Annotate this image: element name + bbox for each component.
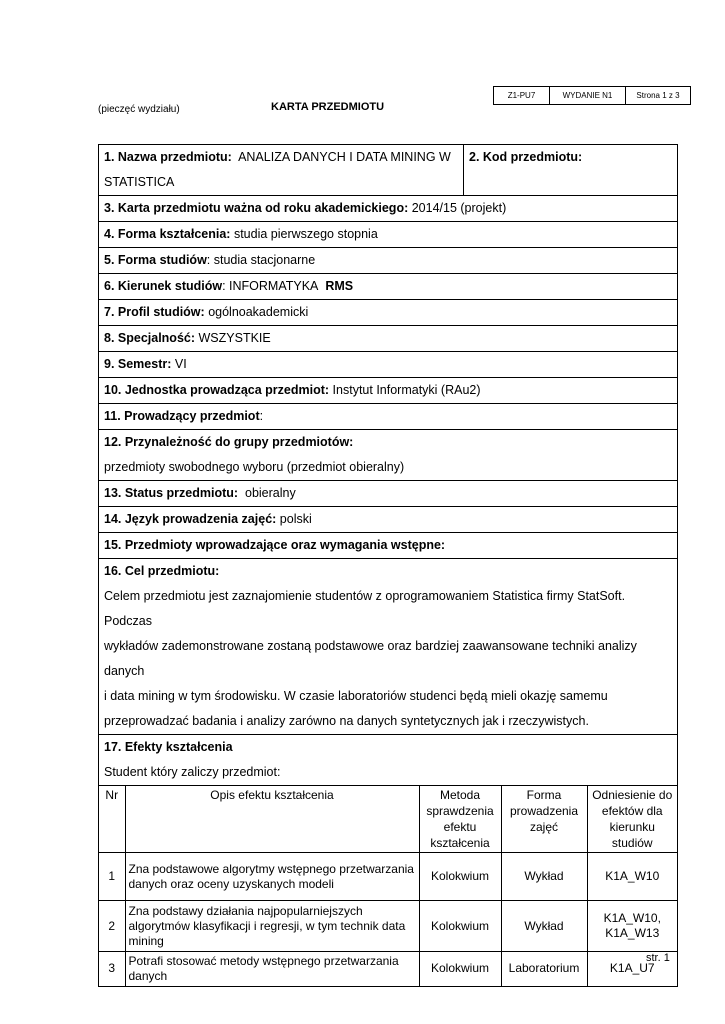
row-unit [99,378,677,404]
document-code: Z1-PU7 [494,87,550,104]
specialization-label: 8. Specjalność: [104,331,196,345]
learning-outcomes-intro: Student który zaliczy przedmiot: [104,765,281,779]
row-lecturer [99,404,677,430]
course-goal-line-3: i data mining w tym środowisku. W czasie laboratoriów studenci będą mieli okazję samemu [104,689,608,703]
row-study-form [99,248,677,274]
table-header-row [99,786,677,853]
course-card-form [98,144,678,987]
row-specialization [99,326,677,352]
document-page-count: Strona 1 z 3 [636,91,680,100]
cell-nr: 2 [99,901,125,952]
course-code-label: 2. Kod przedmiotu: [469,150,583,164]
course-name-cell [99,145,464,195]
row-prerequisites [99,533,677,559]
language-value: polski [279,512,312,526]
cell-nr: 3 [99,952,125,986]
education-form-label: 4. Forma kształcenia: [104,227,231,241]
field-of-study-label: 6. Kierunek studiów [104,279,223,293]
course-code-cell [464,145,677,195]
course-status-value: obieralny [245,486,296,500]
cell-form: Laboratorium [501,952,587,986]
table-row [99,901,677,952]
row-course-status [99,481,677,507]
row-semester [99,352,677,378]
row-study-profile [99,300,677,326]
row-course-name [99,145,677,196]
course-status-label: 13. Status przedmiotu: [104,486,239,500]
course-goal-line-2: wykładów zademonstrowane zostaną podstawowe oraz bardziej zaawansowane techniki analizy danych [104,639,637,678]
unit-label: 10. Jednostka prowadząca przedmiot: [104,383,330,397]
table-row [99,952,677,986]
cell-reference: K1A_W10 [587,853,677,901]
row-course-goal [99,559,677,735]
cell-method: Kolokwium [419,853,501,901]
row-course-group [99,430,677,481]
field-of-study-extra: RMS [325,279,354,293]
faculty-stamp-label: (pieczęć wydziału) [98,104,180,115]
course-goal-label: 16. Cel przedmiotu: [104,564,220,578]
course-name-value-1: ANALIZA DANYCH I DATA MINING W [238,150,451,164]
field-of-study-value: : INFORMATYKA [222,279,319,293]
language-label: 14. Język prowadzenia zajęć: [104,512,277,526]
study-profile-label: 7. Profil studiów: [104,305,205,319]
row-academic-year [99,196,677,222]
unit-value: Instytut Informatyki (RAu2) [332,383,481,397]
cell-form: Wykład [501,853,587,901]
cell-description: Zna podstawowe algorytmy wstępnego przetwarzania danych oraz oceny uzyskanych modeli [125,853,419,901]
lecturer-value: : [259,409,264,423]
header-nr: Nr [99,786,125,853]
row-language [99,507,677,533]
table-row [99,853,677,901]
semester-value: VI [174,357,187,371]
study-form-label: 5. Forma studiów [104,253,207,267]
study-profile-value: ogólnoakademicki [208,305,309,319]
cell-description: Zna podstawy działania najpopularniejszych algorytmów klasyfikacji i regresji, w tym technik data mining [125,901,419,952]
cell-method: Kolokwium [419,901,501,952]
academic-year-label: 3. Karta przedmiotu ważna od roku akademickiego: [104,201,409,215]
education-form-value: studia pierwszego stopnia [233,227,378,241]
course-group-label: 12. Przynależność do grupy przedmiotów: [104,435,354,449]
course-goal-line-4: przeprowadzać badania i analizy zarówno na danych syntetycznych jak i rzeczywistych. [104,714,589,728]
cell-reference: K1A_W10, K1A_W13 [587,901,677,952]
course-name-value-2: STATISTICA [104,175,175,189]
cell-method: Kolokwium [419,952,501,986]
cell-description: Potrafi stosować metody wstępnego przetwarzania danych [125,952,419,986]
row-field-of-study [99,274,677,300]
document-header-box [493,86,691,105]
cell-form: Wykład [501,901,587,952]
header-method: Metoda sprawdzenia efektu kształcenia [419,786,501,853]
learning-outcomes-label: 17. Efekty kształcenia [104,740,233,754]
document-edition: WYDANIE N1 [550,87,626,104]
row-learning-outcomes [99,735,677,785]
page-number: str. 1 [646,952,670,964]
specialization-value: WSZYSTKIE [198,331,271,345]
study-form-value: : studia stacjonarne [206,253,316,267]
semester-label: 9. Semestr: [104,357,172,371]
cell-reference: K1A_U7 [587,952,677,986]
header-reference: Odniesienie do efektów dla kierunku studiów [587,786,677,853]
header-description: Opis efektu kształcenia [125,786,419,853]
course-name-label: 1. Nazwa przedmiotu: [104,150,232,164]
document-title: KARTA PRZEDMIOTU [271,101,385,113]
lecturer-label: 11. Prowadzący przedmiot [104,409,260,423]
academic-year-value: 2014/15 (projekt) [411,201,507,215]
course-group-value: przedmioty swobodnego wyboru (przedmiot obieralny) [104,460,405,474]
course-goal-line-1: Celem przedmiotu jest zaznajomienie studentów z oprogramowaniem Statistica firmy StatSoft. Podczas [104,589,626,628]
row-education-form [99,222,677,248]
prerequisites-label: 15. Przedmioty wprowadzające oraz wymagania wstępne: [104,538,446,552]
cell-nr: 1 [99,853,125,901]
header-form: Forma prowadzenia zajęć [501,786,587,853]
learning-outcomes-table [99,785,677,986]
